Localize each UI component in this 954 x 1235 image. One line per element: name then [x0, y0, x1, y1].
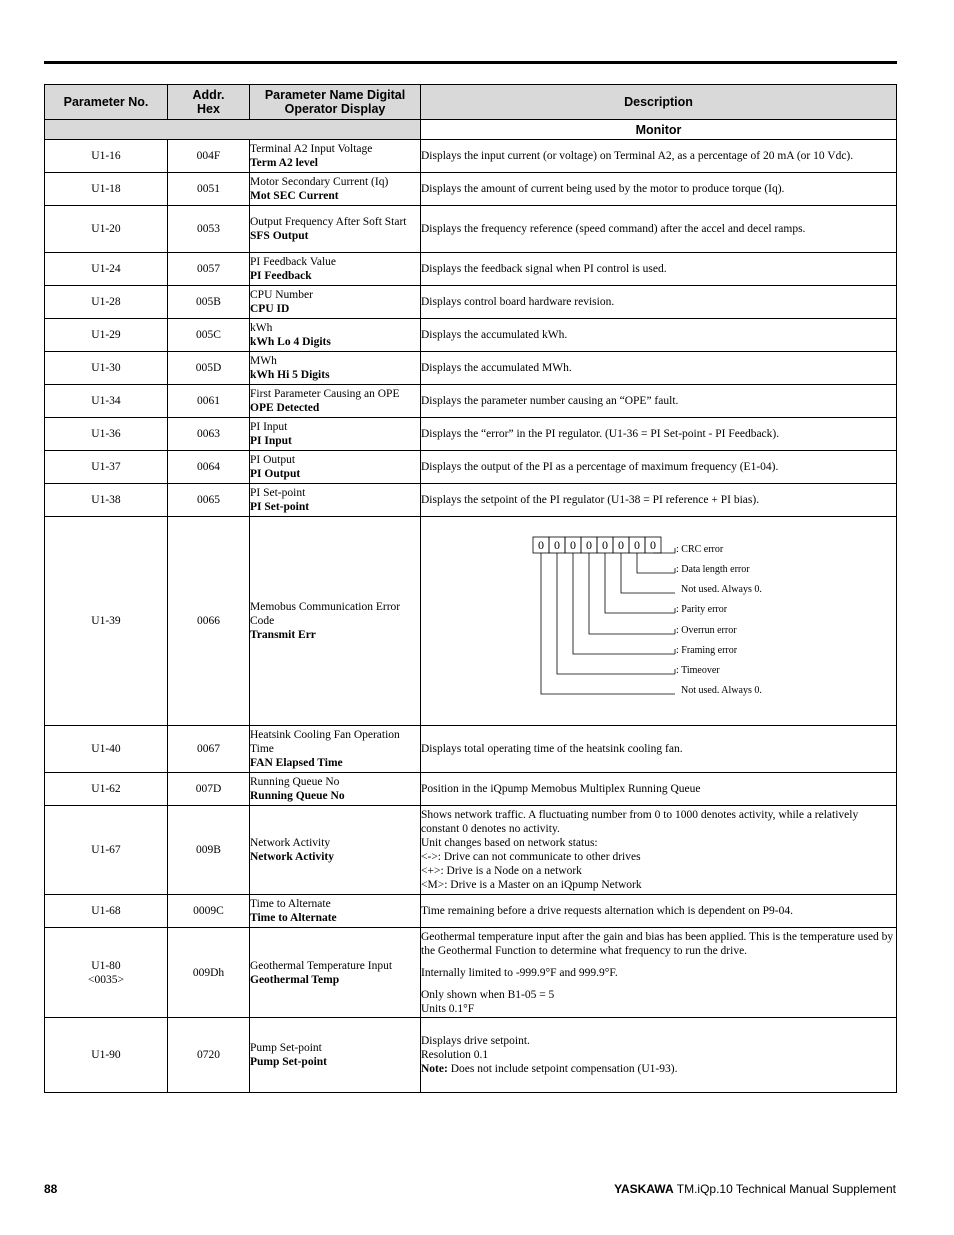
description-cell — [421, 385, 897, 418]
description-text: Displays total operating time of the heatsink cooling fan. — [421, 743, 683, 755]
address-hex: 009Dh — [168, 928, 250, 1018]
parameter-name-cell — [250, 928, 421, 1018]
operator-display: Time to Alternate — [250, 912, 337, 924]
bit-leader-line — [573, 553, 675, 654]
header-parameter-no: Parameter No. — [45, 85, 168, 120]
parameter-name-cell — [250, 253, 421, 286]
operator-display: Transmit Err — [250, 629, 316, 641]
table-row — [45, 451, 897, 484]
description-text: Internally limited to -999.9°F and 999.9°F. — [421, 966, 618, 979]
address-hex: 005B — [168, 286, 250, 319]
parameter-number: U1-30 — [45, 352, 168, 385]
parameter-name-cell — [250, 773, 421, 806]
section-title: Monitor — [421, 120, 897, 140]
parameter-name: Network Activity — [250, 837, 331, 849]
operator-display: Mot SEC Current — [250, 190, 339, 202]
bit-value: 0 — [601, 538, 608, 552]
parameter-number: U1-62 — [45, 773, 168, 806]
description-text: Displays the amount of current being used by the motor to produce torque (Iq). — [421, 183, 785, 195]
description-text: Position in the iQpump Memobus Multiplex Running Queue — [421, 783, 701, 795]
description-text: Resolution 0.1 — [421, 1049, 489, 1061]
description-cell — [421, 451, 897, 484]
note-label: Note: — [421, 1063, 448, 1075]
parameter-name: PI Set-point — [250, 487, 306, 499]
bit-leader-line — [541, 553, 675, 694]
parameter-name: Pump Set-point — [250, 1042, 322, 1054]
table-row — [45, 726, 897, 773]
table-row — [45, 484, 897, 517]
parameter-number: U1-34 — [45, 385, 168, 418]
description-cell — [421, 253, 897, 286]
parameter-name-cell — [250, 173, 421, 206]
table-row — [45, 1018, 897, 1093]
parameter-number: U1-24 — [45, 253, 168, 286]
description-text: Geothermal temperature input after the gain and bias has been applied. This is the temperature used by the Geothermal Function to determine what frequency to run the drive. — [421, 930, 894, 957]
parameter-name: Running Queue No — [250, 776, 340, 788]
parameter-name-cell — [250, 319, 421, 352]
address-hex: 005D — [168, 352, 250, 385]
description-text: Displays the setpoint of the PI regulator (U1-38 = PI reference + PI bias). — [421, 494, 760, 506]
parameter-number: U1-37 — [45, 451, 168, 484]
address-hex: 004F — [168, 140, 250, 173]
description-text: Displays the frequency reference (speed command) after the accel and decel ramps. — [421, 223, 806, 235]
address-hex: 0009C — [168, 895, 250, 928]
parameter-name: Output Frequency After Soft Start — [250, 216, 407, 228]
operator-display: CPU ID — [250, 303, 290, 315]
parameter-number: U1-28 — [45, 286, 168, 319]
table-row — [45, 140, 897, 173]
bit-value: 0 — [633, 538, 640, 552]
address-hex: 009B — [168, 806, 250, 895]
parameter-number: U1-18 — [45, 173, 168, 206]
address-hex: 0065 — [168, 484, 250, 517]
operator-display: PI Feedback — [250, 270, 312, 282]
parameter-name: Terminal A2 Input Voltage — [250, 143, 373, 155]
parameter-number: U1-16 — [45, 140, 168, 173]
parameter-name-cell — [250, 418, 421, 451]
address-hex: 0067 — [168, 726, 250, 773]
description-text: Time remaining before a drive requests alternation which is dependent on P9-04. — [421, 905, 793, 917]
description-cell — [421, 517, 897, 726]
parameter-name-cell — [250, 286, 421, 319]
description-cell — [421, 726, 897, 773]
description-cell — [421, 1018, 897, 1093]
parameter-name: MWh — [250, 355, 277, 367]
description-text: Displays the parameter number causing an “OPE” fault. — [421, 395, 679, 407]
header-description: Description — [421, 85, 897, 120]
parameter-name: PI Feedback Value — [250, 256, 337, 268]
description-cell — [421, 286, 897, 319]
top-rule — [44, 61, 897, 64]
bit-leader-line — [637, 553, 675, 573]
parameter-name: CPU Number — [250, 289, 313, 301]
bit-value: 0 — [569, 538, 576, 552]
parameter-name: PI Input — [250, 421, 288, 433]
table-row — [45, 806, 897, 895]
operator-display: PI Input — [250, 435, 292, 447]
parameter-number: U1-40 — [45, 726, 168, 773]
parameter-name-cell — [250, 895, 421, 928]
document-title: TM.iQp.10 Technical Manual Supplement — [673, 1182, 896, 1196]
parameter-name-cell — [250, 385, 421, 418]
bit-value: 0 — [649, 538, 656, 552]
operator-display: PI Set-point — [250, 501, 310, 513]
parameter-name: kWh — [250, 322, 273, 334]
address-hex: 0064 — [168, 451, 250, 484]
bit-leader-line — [557, 553, 675, 674]
operator-display: Running Queue No — [250, 790, 345, 802]
bit-label: : Data length error — [675, 564, 750, 575]
description-text: Only shown when B1-05 = 5 Units 0.1°F — [421, 988, 555, 1015]
note — [421, 1062, 896, 1076]
parameter-name-cell — [250, 806, 421, 895]
bit-leader-line — [589, 553, 675, 634]
parameter-number: U1-38 — [45, 484, 168, 517]
table-row — [45, 928, 897, 1018]
parameter-name-cell — [250, 1018, 421, 1093]
parameter-number: U1-68 — [45, 895, 168, 928]
operator-display: kWh Hi 5 Digits — [250, 369, 330, 381]
description-cell — [421, 484, 897, 517]
operator-display: PI Output — [250, 468, 301, 480]
description-cell — [421, 319, 897, 352]
bit-label: : Parity error — [675, 604, 727, 615]
address-hex: 007D — [168, 773, 250, 806]
bit-value: 0 — [585, 538, 592, 552]
parameter-name: Motor Secondary Current (Iq) — [250, 176, 389, 188]
parameter-number: U1-90 — [45, 1018, 168, 1093]
operator-display: kWh Lo 4 Digits — [250, 336, 331, 348]
address-hex: 0061 — [168, 385, 250, 418]
description-cell — [421, 352, 897, 385]
description-cell — [421, 928, 897, 1018]
parameter-name: First Parameter Causing an OPE — [250, 388, 400, 400]
description-text: Displays the accumulated kWh. — [421, 329, 568, 341]
parameter-name-cell — [250, 726, 421, 773]
parameter-name: Heatsink Cooling Fan Operation Time — [250, 729, 400, 755]
page-number: 88 — [44, 1182, 58, 1196]
bit-label: Not used. Always 0. — [680, 685, 762, 696]
operator-display: OPE Detected — [250, 402, 320, 414]
bit-value: 0 — [537, 538, 544, 552]
note-text: Does not include setpoint compensation (U1-93). — [447, 1063, 678, 1075]
parameter-name-cell — [250, 451, 421, 484]
address-hex: 0066 — [168, 517, 250, 726]
parameter-name-cell — [250, 352, 421, 385]
bit-label: : Overrun error — [675, 625, 737, 636]
bit-label: : CRC error — [675, 544, 723, 555]
description-cell — [421, 895, 897, 928]
bit-label: Not used. Always 0. — [680, 584, 762, 595]
table-row — [45, 173, 897, 206]
address-hex: 0063 — [168, 418, 250, 451]
table-row — [45, 286, 897, 319]
bit-leader-line — [605, 553, 675, 613]
bit-value: 0 — [617, 538, 624, 552]
parameter-name-cell — [250, 517, 421, 726]
table-row — [45, 773, 897, 806]
address-hex: 0720 — [168, 1018, 250, 1093]
table-row — [45, 352, 897, 385]
address-hex: 0057 — [168, 253, 250, 286]
operator-display: Term A2 level — [250, 157, 318, 169]
operator-display: Network Activity — [250, 851, 334, 863]
bit-value: 0 — [553, 538, 560, 552]
description-cell — [421, 206, 897, 253]
operator-display: Pump Set-point — [250, 1056, 327, 1068]
description-cell — [421, 173, 897, 206]
description-text: Displays the feedback signal when PI control is used. — [421, 263, 667, 275]
parameter-name-cell — [250, 140, 421, 173]
bit-label: : Timeover — [675, 665, 720, 676]
address-hex: 0051 — [168, 173, 250, 206]
address-hex: 005C — [168, 319, 250, 352]
description-cell — [421, 773, 897, 806]
section-spacer — [45, 120, 421, 140]
description-text: Displays the accumulated MWh. — [421, 362, 572, 374]
parameter-name: Geothermal Temperature Input — [250, 959, 393, 972]
error-code-bit-diagram — [529, 525, 789, 705]
table-row — [45, 517, 897, 726]
description-text: Displays control board hardware revision. — [421, 296, 615, 308]
description-cell — [421, 806, 897, 895]
operator-display: FAN Elapsed Time — [250, 757, 343, 769]
description-text: Displays the output of the PI as a percentage of maximum frequency (E1-04). — [421, 461, 779, 473]
table-row — [45, 418, 897, 451]
parameter-number: U1-80 <0035> — [45, 928, 168, 1018]
operator-display: Geothermal Temp — [250, 973, 340, 986]
parameter-number: U1-39 — [45, 517, 168, 726]
parameter-number: U1-20 — [45, 206, 168, 253]
header-addr-hex: Addr. Hex — [168, 85, 250, 120]
parameter-number: U1-29 — [45, 319, 168, 352]
description-cell — [421, 140, 897, 173]
table-row — [45, 206, 897, 253]
description-cell — [421, 418, 897, 451]
parameter-number: U1-67 — [45, 806, 168, 895]
description-text: Shows network traffic. A fluctuating number from 0 to 1000 denotes activity, while a relatively constant 0 denotes no activity. Unit changes based on network status: <->: Drive can not communicate to other drives <+>: Drive is a Node on a network <M>: Drive is a Master on an iQpump Network — [421, 809, 859, 891]
parameter-name: PI Output — [250, 454, 296, 466]
operator-display: SFS Output — [250, 230, 309, 242]
parameter-name: Memobus Communication Error Code — [250, 601, 401, 627]
table-row — [45, 895, 897, 928]
table-row — [45, 253, 897, 286]
bit-label: : Framing error — [675, 645, 737, 656]
description-text: Displays drive setpoint. — [421, 1035, 530, 1047]
description-text: Displays the “error” in the PI regulator. (U1-36 = PI Set-point - PI Feedback). — [421, 428, 780, 440]
footer-title — [614, 1182, 896, 1196]
table-header-row — [45, 85, 897, 120]
header-parameter-name: Parameter Name Digital Operator Display — [250, 85, 421, 120]
parameter-table — [44, 84, 897, 1093]
table-row — [45, 385, 897, 418]
table-row — [45, 319, 897, 352]
parameter-name-cell — [250, 484, 421, 517]
parameter-name: Time to Alternate — [250, 898, 331, 910]
description-text: Displays the input current (or voltage) on Terminal A2, as a percentage of 20 mA (or 10 Vdc). — [421, 150, 854, 162]
section-row — [45, 120, 897, 140]
address-hex: 0053 — [168, 206, 250, 253]
brand-name: YASKAWA — [614, 1182, 674, 1196]
parameter-number: U1-36 — [45, 418, 168, 451]
parameter-name-cell — [250, 206, 421, 253]
